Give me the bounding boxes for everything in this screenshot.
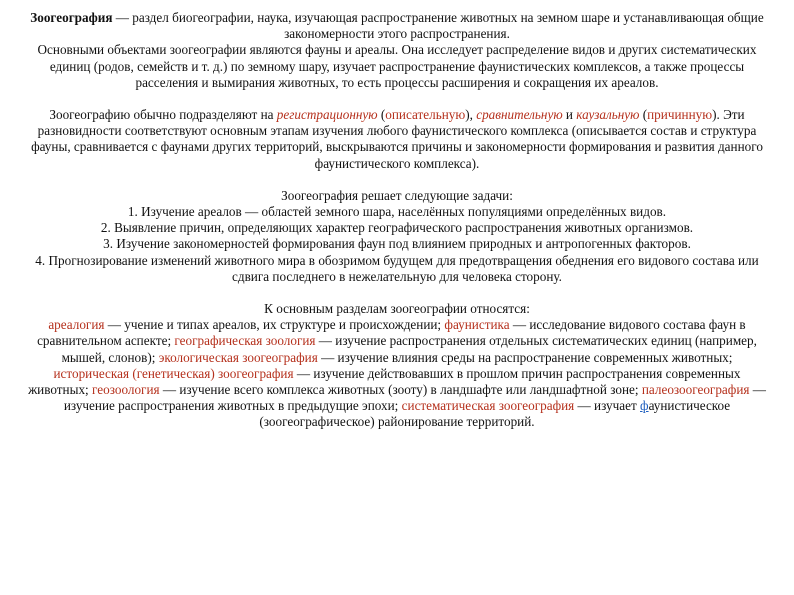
link-systematic-zoogeography[interactable]: систематическая зоогеография [401, 398, 575, 414]
division-text: Зоогеографию обычно подразделяют на [49, 107, 277, 123]
division-text: и [562, 107, 577, 123]
link-descriptive[interactable]: описательную [385, 107, 466, 123]
section-text: — учение и типах ареалов, их структуре и происхождении; [104, 317, 445, 333]
task-item: 4. Прогнозирование изменений животного мира в обозримом будущем для предотвращения обеднения его видового состава или сдвига последнего в нежелательную для человека сторону. [35, 252, 759, 284]
spacer [28, 172, 766, 188]
section-text: аунистическое (зоогеографическое) районирование территорий. [259, 398, 731, 430]
task-item: 1. Изучение ареалов — областей земного шара, населённых популяциями определённых видов. [127, 204, 667, 220]
section-text: — изучение распространения отдельных систематических единиц (например, мышей, слонов); [61, 333, 757, 365]
link-faunistic[interactable]: ф [640, 398, 649, 414]
spacer [28, 91, 766, 107]
link-geographic-zoology[interactable]: географическая зоология [174, 333, 316, 349]
link-historical-zoogeography[interactable]: историческая (генетическая) зоогеография [53, 365, 294, 381]
link-registration[interactable]: регистрационную [276, 107, 378, 123]
spacer [28, 285, 766, 301]
division-text: ( [639, 107, 648, 123]
division-paragraph [28, 107, 766, 172]
section-text: — изучение распространения животных в предыдущие эпохи; [63, 382, 766, 414]
objects-paragraph: Основными объектами зоогеографии являются фауны и ареалы. Она исследует распределение видов и других систематических единиц (родов, семейств и т. д.) по земному шару, изучает распространение фаунистических комплексов, а также процессы расселения и вымирания животных, то есть процессы расширения и сокращения их ареалов. [37, 42, 757, 90]
division-text: ). Эти разновидности соответствуют основным этапам изучения любого фаунистического комплекса (описывается состав и структура фауны, сравнивается с фаунами других территорий, выскрываются причины и закономерности формирования и развития данного фаунистического комплекса). [31, 107, 763, 171]
division-text: ( [377, 107, 386, 123]
link-causal[interactable]: каузальную [576, 107, 640, 123]
section-text: — исследование видового состава фаун в сравнительном аспекте; [37, 317, 746, 349]
task-item: 3. Изучение закономерностей формирования фаун под влиянием природных и антропогенных факторов. [103, 236, 691, 252]
task-item: 2. Выявление причин, определяющих характер географического распространения животных организмов. [100, 220, 694, 236]
tasks-heading: Зоогеография решает следующие задачи: [281, 187, 513, 203]
section-text: — изучение действовавших в прошлом причин распространения современных животных; [28, 365, 741, 398]
link-paleozoogeography[interactable]: палеозоогеография [641, 382, 750, 398]
intro-definition: — раздел биогеографии, наука, изучающая распространение животных на земном шаре и устанавливающая общие закономерности этого распространения. [112, 10, 764, 42]
link-causative[interactable]: причинную [647, 107, 713, 123]
section-text: — изучает [574, 398, 641, 414]
link-comparative[interactable]: сравнительную [476, 107, 563, 123]
link-ecological-zoogeography[interactable]: экологическая зоогеография [158, 349, 318, 365]
section-text: — изучение всего комплекса животных (зооту) в ландшафте или ландшафтной зоне; [159, 382, 642, 398]
section-text: — изучение влияния среды на распространение современных животных; [317, 349, 733, 365]
division-text: ), [465, 107, 477, 123]
term-zoogeography: Зоогеография [30, 10, 113, 25]
sections-paragraph [28, 317, 766, 430]
link-arealogy[interactable]: ареалогия [48, 317, 105, 333]
sections-heading: К основным разделам зоогеографии относятся: [264, 301, 530, 317]
intro-paragraph [28, 10, 766, 42]
link-faunistics[interactable]: фаунистика [444, 317, 510, 333]
link-geozoology[interactable]: геозоология [92, 382, 160, 398]
